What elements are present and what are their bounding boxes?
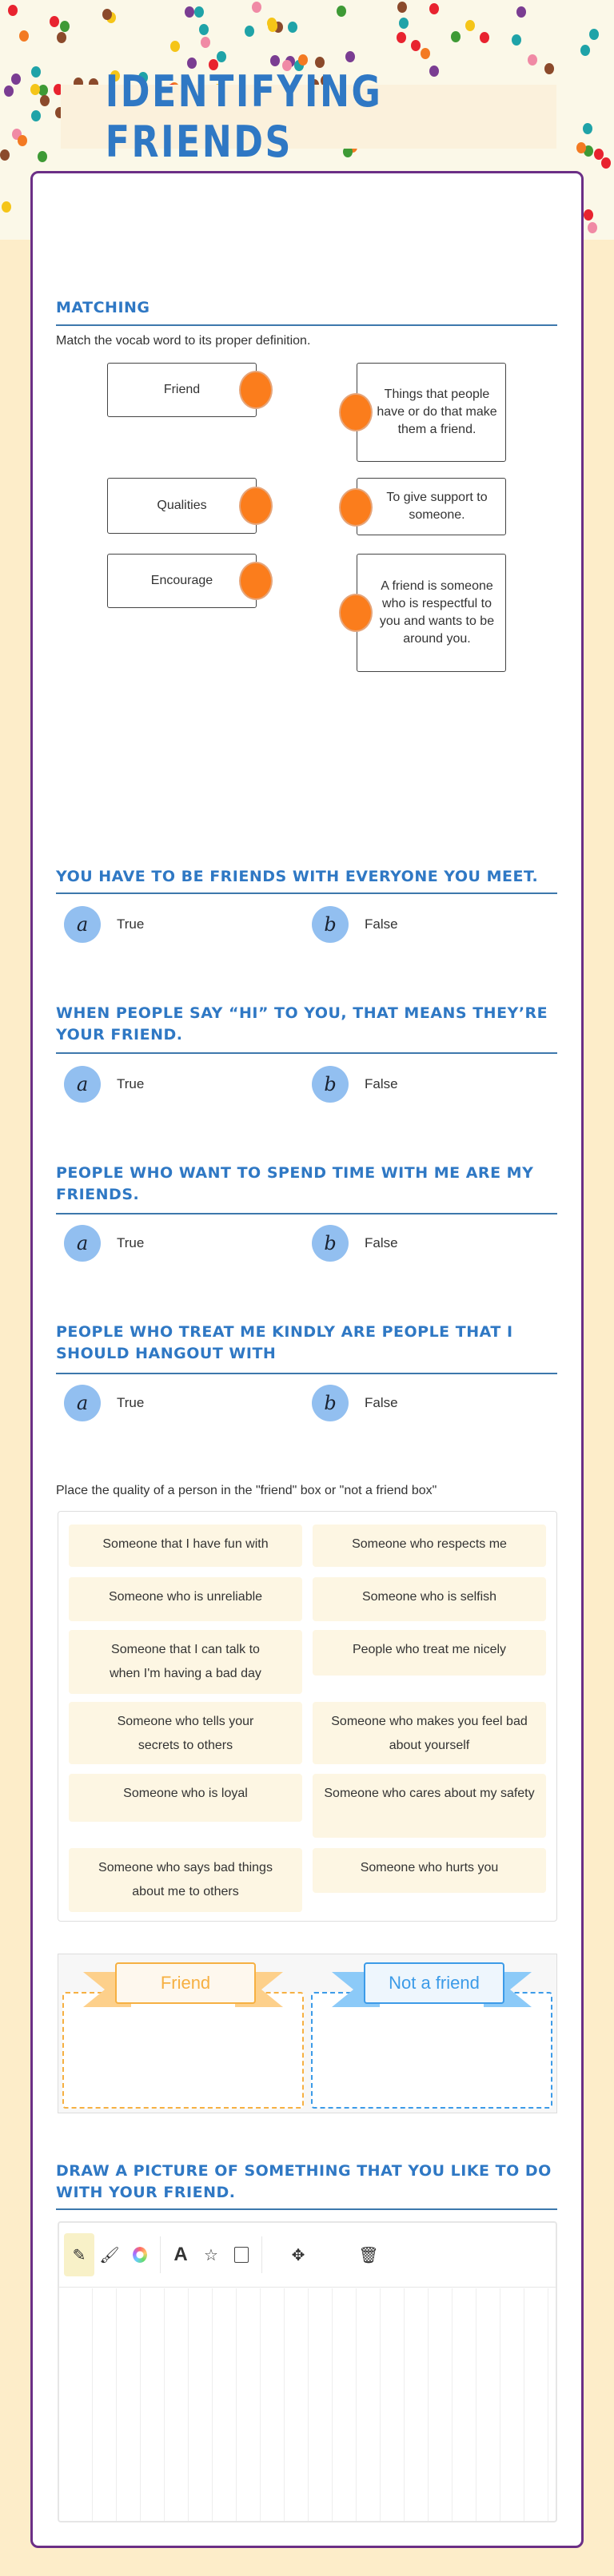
option-label: False — [365, 1235, 398, 1250]
option-letter: b — [312, 1066, 349, 1103]
polka-dot — [2, 201, 11, 213]
polka-dot — [11, 74, 21, 85]
polka-dot — [528, 54, 537, 66]
polka-dot — [268, 20, 277, 31]
divider — [56, 2208, 557, 2210]
matching-heading: MATCHING — [56, 299, 150, 316]
match-connector[interactable] — [339, 594, 373, 632]
color-wheel-icon[interactable] — [125, 2233, 155, 2276]
sortable-item[interactable]: Someone who is selfish — [313, 1577, 546, 1621]
polka-dot — [31, 110, 41, 121]
sorting-instruction: Place the quality of a person in the "friend" box or "not a friend box" — [56, 1484, 437, 1497]
term-friend[interactable]: Friend — [107, 363, 257, 417]
move-icon[interactable]: ✥ — [291, 2246, 305, 2264]
polka-dot — [60, 21, 70, 32]
pencil-icon[interactable]: ✎ — [64, 2233, 94, 2276]
sortable-item[interactable]: Someone who cares about my safety — [313, 1774, 546, 1838]
page-title: IDENTIFYING FRIENDS — [105, 66, 383, 167]
match-connector[interactable] — [239, 487, 273, 525]
polka-dot — [201, 37, 210, 48]
option-label: True — [117, 1395, 145, 1410]
bucket-label: Not a friend — [364, 1962, 504, 2004]
polka-dot — [270, 55, 280, 66]
polka-dot — [399, 18, 409, 29]
brush-icon[interactable]: 🖌︎ — [99, 2246, 120, 2264]
question-4-text: PEOPLE WHO TREAT ME KINDLY ARE PEOPLE THAT I SHOULD HANGOUT WITH — [56, 1323, 513, 1362]
match-connector[interactable] — [239, 562, 273, 600]
option-letter: a — [64, 1225, 101, 1262]
definition-box[interactable]: To give support to someone. — [357, 478, 506, 535]
sortable-item[interactable]: Someone who tells your secrets to others — [69, 1702, 302, 1764]
divider — [56, 1373, 557, 1374]
polka-dot — [397, 2, 407, 13]
sortable-item[interactable]: Someone who hurts you — [313, 1848, 546, 1893]
option-true[interactable] — [64, 1225, 144, 1262]
polka-dot — [30, 84, 40, 95]
question-2-text: WHEN PEOPLE SAY “HI” TO YOU, THAT MEANS THEY’RE YOUR FRIEND. — [56, 1004, 548, 1044]
polka-dot — [465, 20, 475, 31]
option-letter: a — [64, 1066, 101, 1103]
option-false[interactable] — [312, 1225, 398, 1262]
definition-box[interactable]: A friend is someone who is respectful to you and wants to be around you. — [357, 554, 506, 672]
polka-dot — [345, 51, 355, 62]
polka-dot — [451, 31, 460, 42]
polka-dot — [170, 41, 180, 52]
sortable-item[interactable]: People who treat me nicely — [313, 1630, 546, 1676]
polka-dot — [337, 6, 346, 17]
polka-dot — [38, 151, 47, 162]
drawing-widget — [58, 2221, 557, 2522]
star-icon[interactable]: ☆ — [204, 2246, 218, 2264]
divider — [56, 1213, 557, 1214]
sortable-item[interactable]: Someone who is unreliable — [69, 1577, 302, 1621]
bucket-label: Friend — [115, 1962, 256, 2004]
matching-instruction: Match the vocab word to its proper definition. — [56, 334, 311, 348]
polka-dot — [516, 6, 526, 18]
divider — [56, 892, 557, 894]
toolbar-separator — [261, 2236, 262, 2273]
polka-dot — [584, 209, 593, 221]
drawing-toolbar — [59, 2223, 556, 2288]
polka-dot — [252, 2, 261, 13]
polka-dot — [589, 29, 599, 40]
term-encourage[interactable]: Encourage — [107, 554, 257, 608]
friend-ribbon — [83, 1962, 283, 2010]
polka-dot — [4, 85, 14, 97]
option-false[interactable] — [312, 1066, 398, 1103]
option-letter: b — [312, 906, 349, 943]
toolbar-separator — [160, 2236, 161, 2273]
match-connector[interactable] — [339, 393, 373, 431]
polka-dot — [480, 32, 489, 43]
polka-dot — [588, 222, 597, 233]
option-false[interactable] — [312, 1385, 398, 1421]
question-3-text: PEOPLE WHO WANT TO SPEND TIME WITH ME ARE MY FRIENDS. — [56, 1164, 534, 1203]
option-true[interactable] — [64, 906, 144, 943]
option-true[interactable] — [64, 1066, 144, 1103]
not-a-friend-ribbon — [332, 1962, 532, 2010]
sorting-buckets — [58, 1954, 557, 2113]
polka-dot — [57, 32, 66, 43]
polka-dot — [298, 54, 308, 66]
polka-dot — [8, 5, 18, 16]
term-qualities[interactable]: Qualities — [107, 478, 257, 534]
drawing-canvas[interactable] — [59, 2288, 556, 2521]
polka-dot — [185, 6, 194, 18]
polka-dot — [421, 48, 430, 59]
polka-dot — [0, 149, 10, 161]
definition-box[interactable]: Things that people have or do that make them a friend. — [357, 363, 506, 462]
polka-dot — [512, 34, 521, 46]
polka-dot — [199, 24, 209, 35]
polka-dot — [288, 22, 297, 33]
sortable-item[interactable]: Someone who respects me — [313, 1525, 546, 1567]
question-1-text: YOU HAVE TO BE FRIENDS WITH EVERYONE YOU MEET. — [56, 868, 539, 885]
option-label: True — [117, 916, 145, 932]
sortable-item[interactable]: Someone that I have fun with — [69, 1525, 302, 1567]
polka-dot — [19, 30, 29, 42]
option-label: False — [365, 1076, 398, 1091]
polka-dot — [594, 149, 604, 160]
polka-dot — [576, 142, 586, 153]
polka-dot — [194, 6, 204, 18]
divider — [56, 1052, 557, 1054]
drawing-heading: DRAW A PICTURE OF SOMETHING THAT YOU LIKE TO DO WITH YOUR FRIEND. — [56, 2162, 552, 2201]
sortable-item[interactable]: Someone who says bad things about me to others — [69, 1848, 302, 1912]
option-label: True — [117, 1235, 145, 1250]
option-letter: b — [312, 1385, 349, 1421]
polka-dot — [217, 51, 226, 62]
polka-dot — [580, 45, 590, 56]
image-icon[interactable] — [226, 2233, 257, 2276]
polka-dot — [102, 9, 112, 20]
polka-dot — [411, 40, 421, 51]
sortable-item[interactable]: Someone who makes you feel bad about yourself — [313, 1702, 546, 1764]
option-letter: a — [64, 906, 101, 943]
polka-dot — [429, 3, 439, 14]
option-letter: b — [312, 1225, 349, 1262]
polka-dot — [18, 135, 27, 146]
title-banner — [61, 66, 556, 167]
sortable-item[interactable]: Someone that I can talk to when I'm having a bad day — [69, 1630, 302, 1694]
polka-dot — [544, 63, 554, 74]
sortable-item[interactable]: Someone who is loyal — [69, 1774, 302, 1822]
match-connector[interactable] — [239, 371, 273, 409]
match-connector[interactable] — [339, 488, 373, 527]
polka-dot — [245, 26, 254, 37]
polka-dot — [601, 157, 611, 169]
polka-dot — [40, 95, 50, 106]
divider — [56, 324, 557, 326]
option-label: False — [365, 916, 398, 932]
trash-icon[interactable]: 🗑︎ — [358, 2246, 379, 2264]
option-true[interactable] — [64, 1385, 144, 1421]
option-label: False — [365, 1395, 398, 1410]
polka-dot — [50, 16, 59, 27]
polka-dot — [397, 32, 406, 43]
option-label: True — [117, 1076, 145, 1091]
text-icon[interactable]: A — [173, 2244, 188, 2265]
option-letter: a — [64, 1385, 101, 1421]
option-false[interactable] — [312, 906, 398, 943]
polka-dot — [583, 123, 592, 134]
polka-dot — [31, 66, 41, 78]
